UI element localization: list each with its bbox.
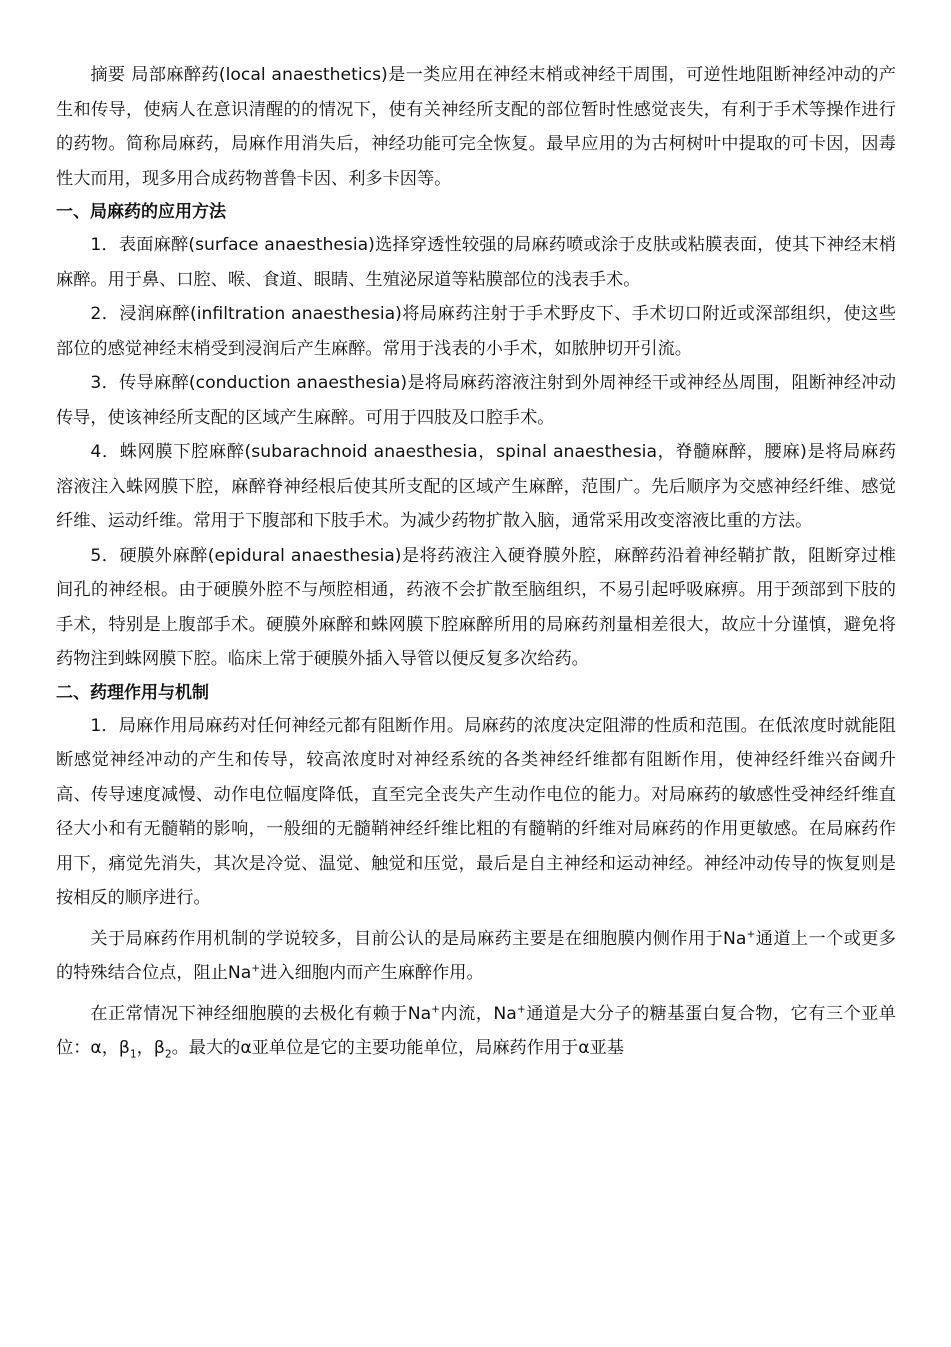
sodium-text-a: 在正常情况下神经细胞膜的去极化有赖于Na (90, 1003, 432, 1024)
paragraph-spinal-anaesthesia: 4．蛛网膜下腔麻醉(subarachnoid anaesthesia，spinal anaesthesia，脊髓麻醉，腰麻)是将局麻药溶液注入蛛网膜下腔，麻醉脊神经根后使其所支配的区域产生麻醉，范围广。先后顺序为交感神经纤维、感觉纤维、运动纤维。常用于下腹部和下肢手术。为减少药物扩散入脑，通常采用改变溶液比重的方法。 (56, 442, 896, 531)
mechanism-text-a: 关于局麻药作用机制的学说较多，目前公认的是局麻药主要是在细胞膜内侧作用于Na (90, 928, 747, 949)
sodium-text-e: 。最大的α亚单位是它的主要功能单位，局麻药作用于α亚基 (171, 1038, 624, 1058)
paragraph-epidural-anaesthesia: 5．硬膜外麻醉(epidural anaesthesia)是将药液注入硬脊膜外腔，麻醉药沿着神经鞘扩散，阻断穿过椎间孔的神经根。由于硬膜外腔不与颅腔相通，药液不会扩散至脑组织，不易引起呼吸麻痹。用于颈部到下肢的手术，特别是上腹部手术。硬膜外麻醉和蛛网膜下腔麻醉所用的局麻药剂量相差很大，故应十分谨慎，避免将药物注到蛛网膜下腔。临床上常于硬膜外插入导管以便反复多次给药。 (56, 545, 896, 669)
paragraph-infiltration-anaesthesia: 2．浸润麻醉(infiltration anaesthesia)将局麻药注射于手术野皮下、手术切口附近或深部组织，使这些部位的感觉神经末梢受到浸润后产生麻醉。常用于浅表的小手术，如脓肿切开引流。 (56, 304, 896, 359)
mechanism-text-b: 通道上一个或更多的特殊结合位点，阻止Na (56, 928, 896, 983)
sodium-text-b: 内流，Na (440, 1003, 517, 1024)
paragraph-sodium-channel (56, 997, 896, 1066)
beta-subscript: 2 (164, 1047, 172, 1061)
mechanism-text-c: 进入细胞内而产生麻醉作用。 (260, 963, 484, 983)
paragraph-conduction-anaesthesia: 3．传导麻醉(conduction anaesthesia)是将局麻药溶液注射到外周神经干或神经丛周围，阻断神经冲动传导，使该神经所支配的区域产生麻醉。可用于四肢及口腔手术。 (56, 373, 896, 428)
abstract-paragraph: 摘要 局部麻醉药(local anaesthetics)是一类应用在神经末梢或神经干周围，可逆性地阻断神经冲动的产生和传导，使病人在意识清醒的的情况下，使有关神经所支配的部位暂时性感觉丧失，有利于手术等操作进行的药物。简称局麻药，局麻作用消失后，神经功能可完全恢复。最早应用的为古柯树叶中提取的可卡因，因毒性大而用，现多用合成药物普鲁卡因、利多卡因等。 (56, 65, 896, 189)
sodium-text-d: ，β (136, 1038, 165, 1058)
sodium-text-c: 通道是大分子的糖基蛋白复合物，它有三个亚单位：α，β (56, 1003, 896, 1058)
sodium-charge-superscript: + (516, 1001, 526, 1015)
paragraph-mechanism (56, 922, 896, 991)
sodium-charge-superscript: + (746, 926, 756, 940)
document-body (56, 58, 896, 1066)
section-heading-pharmacology: 二、药理作用与机制 (56, 682, 209, 703)
paragraph-local-anaesthetic-effect: 1．局麻作用局麻药对任何神经元都有阻断作用。局麻药的浓度决定阻滞的性质和范围。在低浓度时就能阻断感觉神经冲动的产生和传导，较高浓度时对神经系统的各类神经纤维都有阻断作用，使神经纤维兴奋阈升高、传导速度减慢、动作电位幅度降低，直至完全丧失产生动作电位的能力。对局麻药的敏感性受神经纤维直径大小和有无髓鞘的影响，一般细的无髓鞘神经纤维比粗的有髓鞘的纤维对局麻药的作用更敏感。在局麻药作用下，痛觉先消失，其次是冷觉、温觉、触觉和压觉，最后是自主神经和运动神经。神经冲动传导的恢复则是按相反的顺序进行。 (56, 715, 896, 908)
paragraph-surface-anaesthesia: 1．表面麻醉(surface anaesthesia)选择穿透性较强的局麻药喷或涂于皮肤或粘膜表面，使其下神经末梢麻醉。用于鼻、口腔、喉、食道、眼睛、生殖泌尿道等粘膜部位的浅表手术。 (56, 235, 896, 290)
beta-subscript: 1 (129, 1047, 137, 1061)
section-heading-application: 一、局麻药的应用方法 (56, 202, 226, 222)
sodium-charge-superscript: + (431, 1001, 441, 1015)
sodium-charge-superscript: + (251, 961, 261, 975)
